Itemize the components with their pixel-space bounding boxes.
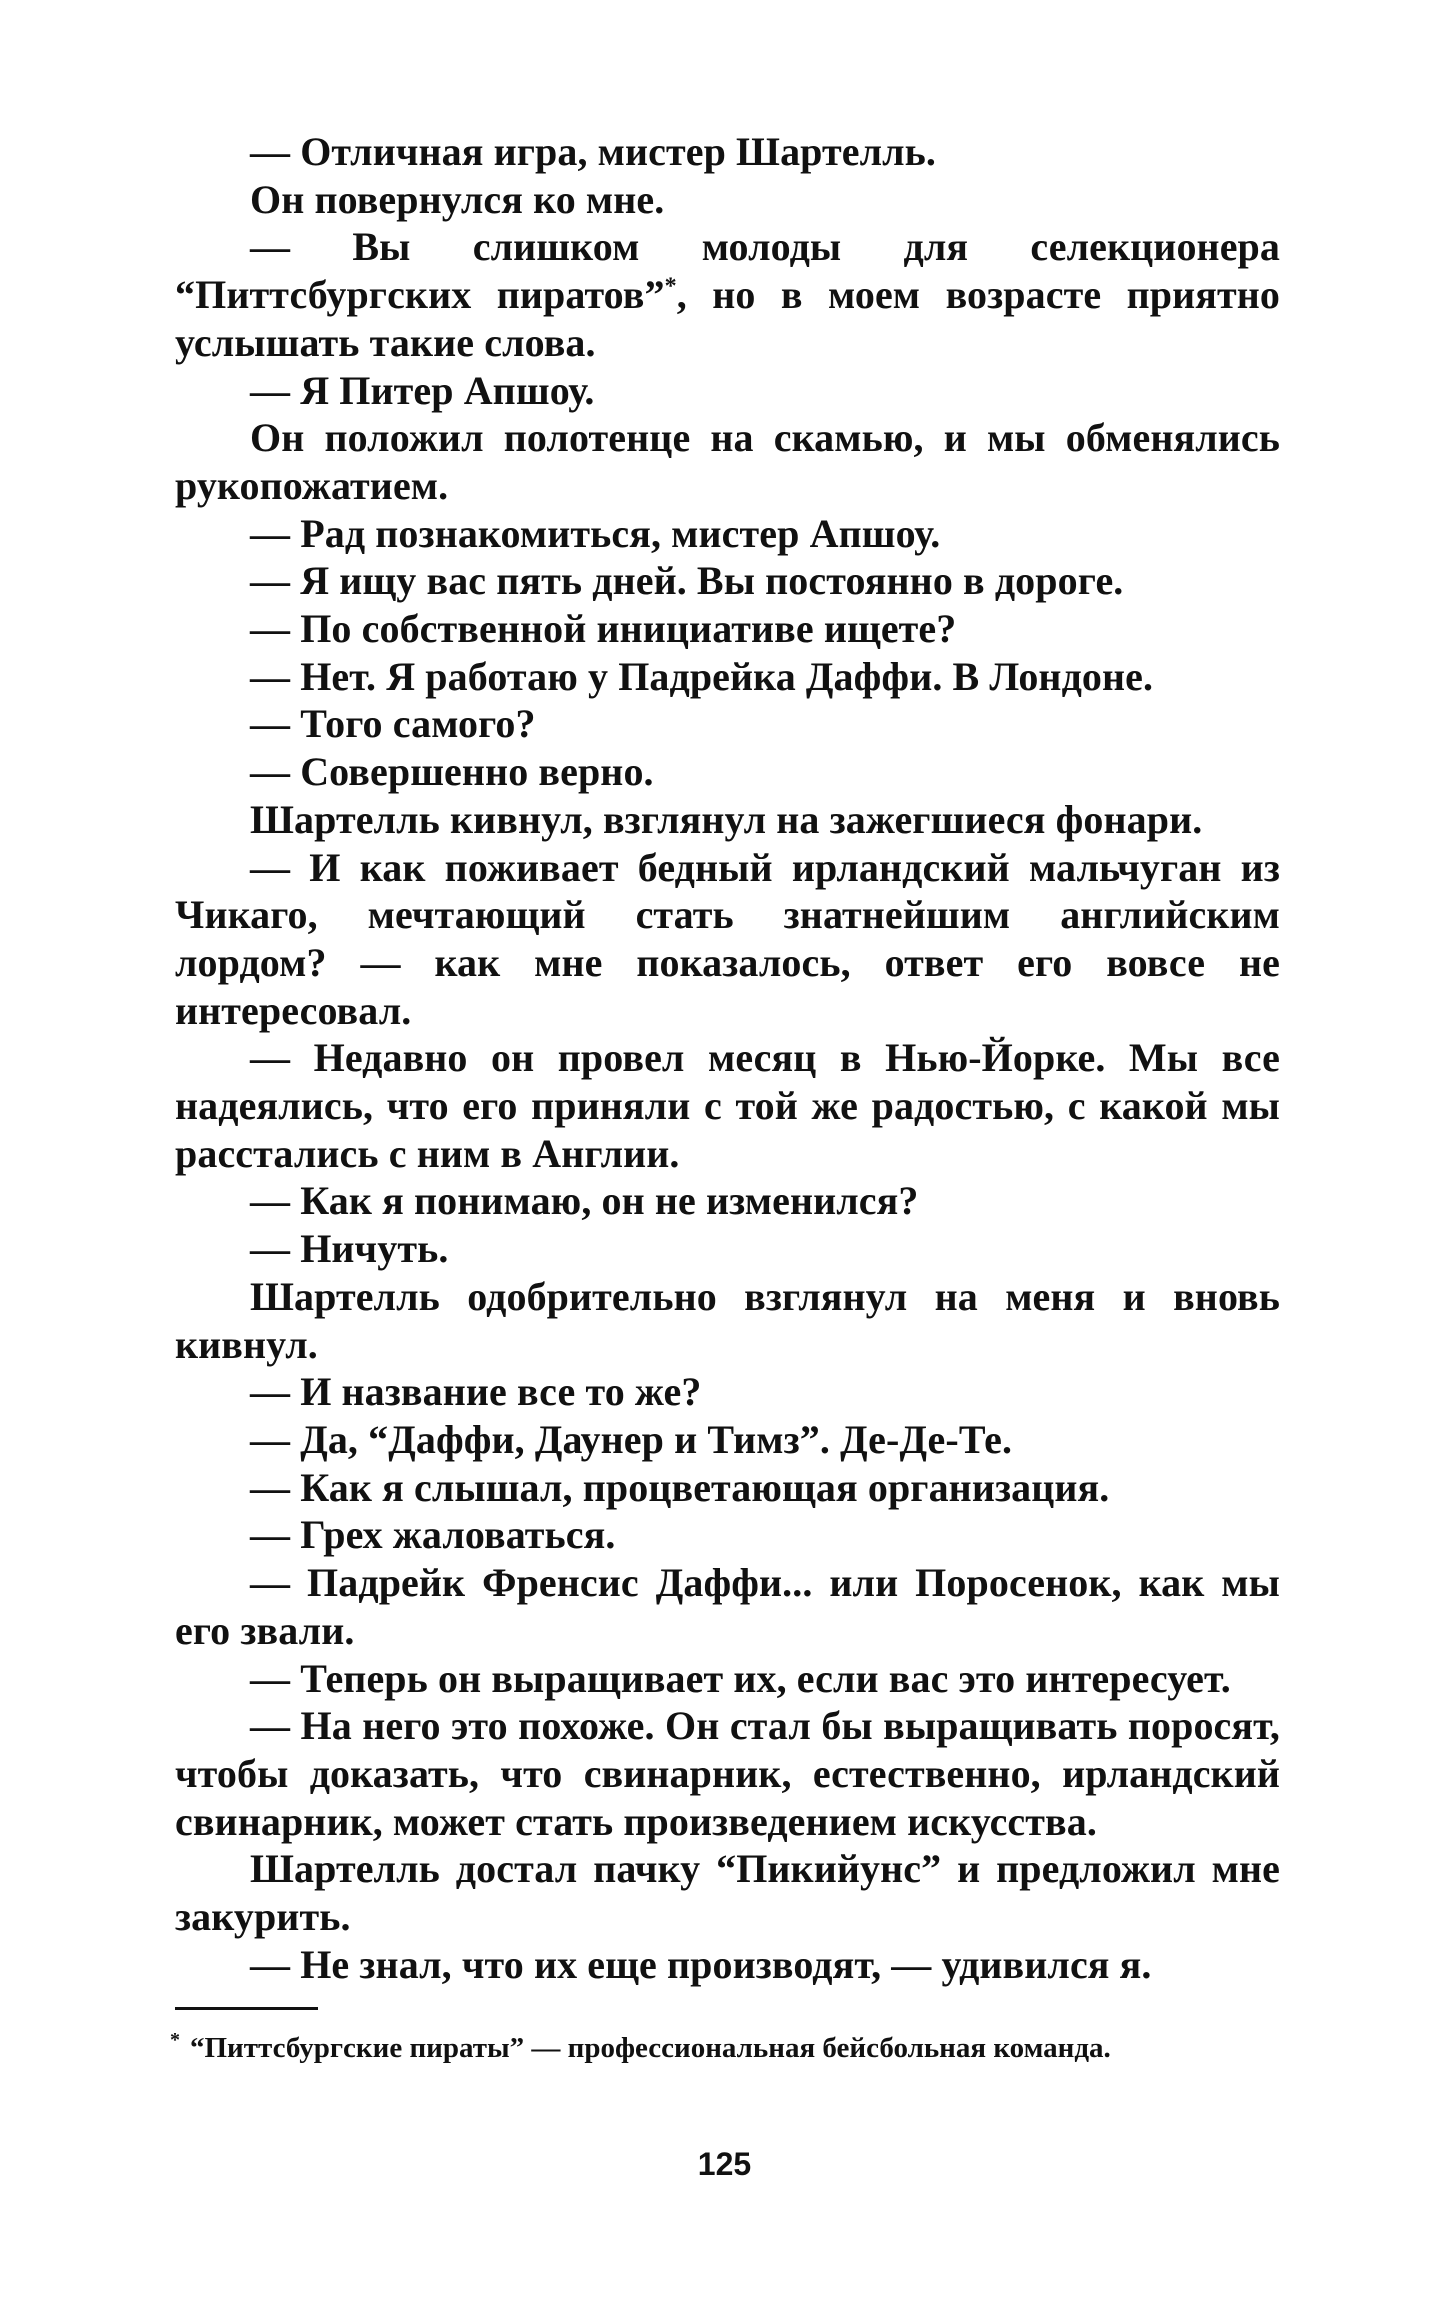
paragraph-text-continued: , но в моем возрасте приятно услышать такие слова.: [175, 272, 1280, 365]
footnote-reference: *: [664, 273, 677, 300]
paragraph: Шартелль кивнул, взглянул на зажегшиеся фонари.: [250, 796, 1203, 842]
paragraph: Он положил полотенце на скамью, и мы обменялись рукопожатием.: [175, 415, 1280, 508]
paragraph: — И как поживает бедный ирландский мальчуган из Чикаго, мечтающий стать знатнейшим английским лордом? — как мне показалось, ответ его вовсе не интересовал.: [175, 844, 1280, 1033]
paragraph: Он повернулся ко мне.: [250, 176, 665, 222]
paragraph: — Ничуть.: [250, 1226, 449, 1272]
paragraph: — И название все то же?: [250, 1369, 702, 1415]
footnote-text: “Питтсбургские пираты” — профессиональная бейсбольная команда.: [190, 2032, 1111, 2064]
paragraph: — Как я слышал, процветающая организация.: [250, 1464, 1110, 1510]
paragraph-text: — Вы слишком молоды для селекционера “Питтсбургских пиратов”: [175, 224, 1280, 318]
paragraph: Шартелль достал пачку “Пикийунс” и предложил мне закурить.: [175, 1846, 1280, 1940]
paragraph: — Падрейк Френсис Даффи... или Поросенок, как мы его звали.: [175, 1560, 1280, 1653]
paragraph: Шартелль одобрительно взглянул на меня и вновь кивнул.: [175, 1273, 1280, 1367]
paragraph: — По собственной инициативе ищете?: [250, 606, 957, 652]
paragraph: — Теперь он выращивает их, если вас это интересует.: [250, 1655, 1231, 1701]
paragraph: — Отличная игра, мистер Шартелль.: [250, 129, 937, 174]
paragraph: — На него это похоже. Он стал бы выращивать поросят, чтобы доказать, что свинарник, естественно, ирландский свинарник, может стать произведением искусства.: [175, 1703, 1280, 1844]
page-number: 125: [697, 2146, 752, 2182]
paragraph: — Я ищу вас пять дней. Вы постоянно в дороге.: [250, 558, 1124, 604]
paragraph: — Совершенно верно.: [250, 749, 654, 795]
paragraph: — Того самого?: [250, 701, 536, 747]
paragraph: — Да, “Даффи, Даунер и Тимз”. Де-Де-Те.: [250, 1416, 1013, 1462]
paragraph: — Не знал, что их еще производят, — удивился я.: [250, 1941, 1152, 1987]
paragraph: — Недавно он провел месяц в Нью-Йорке. Мы все надеялись, что его приняли с той же радостью, с какой мы расстались с ним в Англии.: [175, 1035, 1280, 1176]
footnote-mark: *: [170, 2029, 180, 2052]
footnote-divider: [175, 2007, 318, 2010]
footnote: [170, 2030, 1280, 2066]
paragraph: — Я Питер Апшоу.: [250, 367, 595, 413]
paragraph: — Грех жаловаться.: [250, 1512, 616, 1558]
paragraph: — Рад познакомиться, мистер Апшоу.: [250, 510, 941, 556]
page-body: [175, 128, 1280, 1988]
paragraph: [175, 223, 1280, 366]
paragraph: — Как я понимаю, он не изменился?: [250, 1178, 919, 1224]
paragraph: — Нет. Я работаю у Падрейка Даффи. В Лондоне.: [250, 653, 1154, 699]
